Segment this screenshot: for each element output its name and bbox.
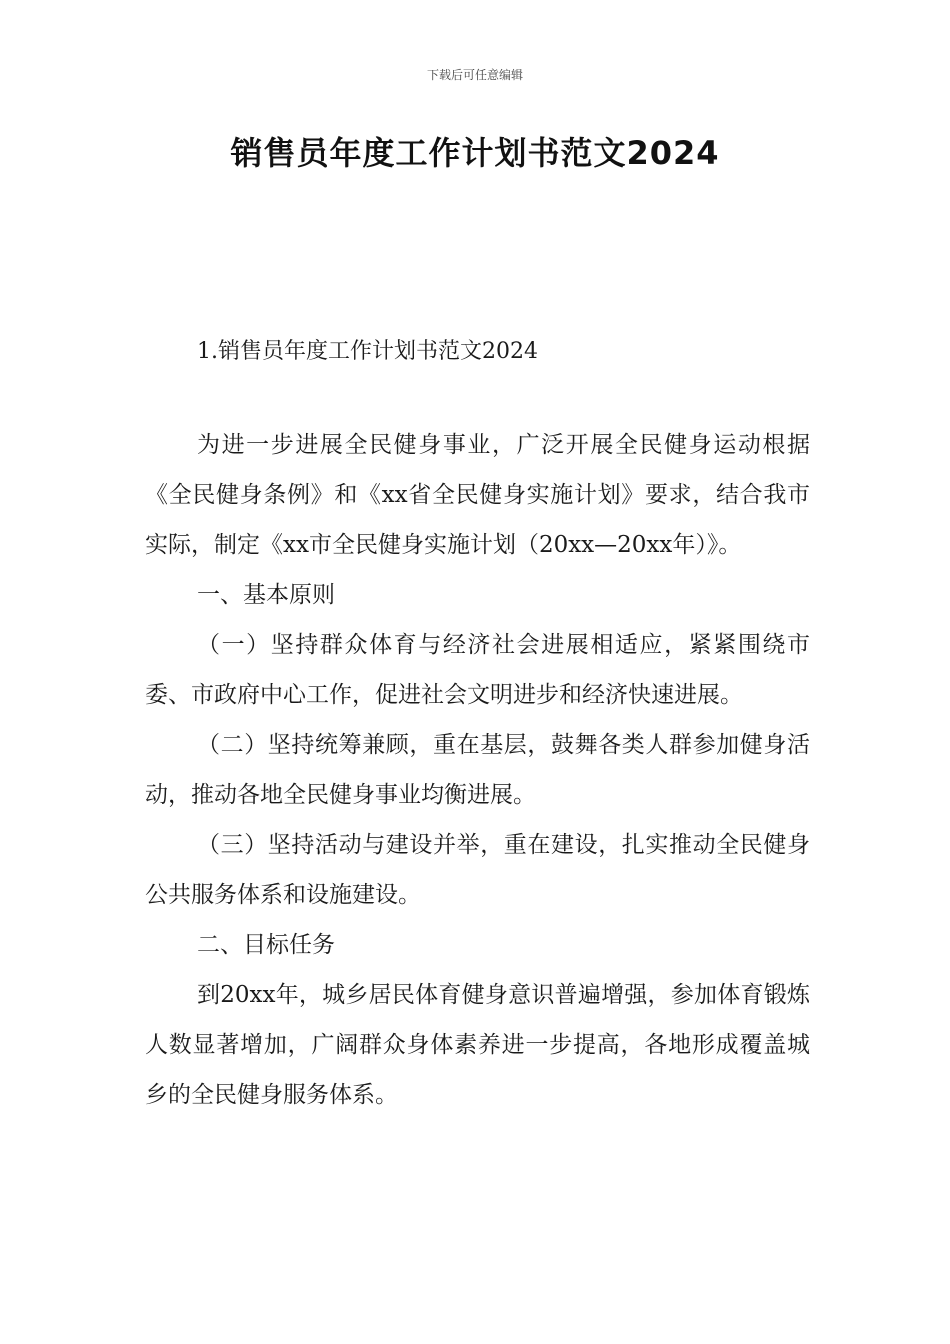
heading-goals-tasks: 二、目标任务 [197,932,335,958]
paragraph-principle-3: （三）坚持活动与建设并举，重在建设，扎实推动全民健身公共服务体系和设施建设。 [145,832,810,908]
document-body [145,420,810,1120]
paragraph-principle-2: （二）坚持统筹兼顾，重在基层，鼓舞各类人群参加健身活动，推动各地全民健身事业均衡进展。 [145,732,810,808]
paragraph-intro: 为进一步进展全民健身事业，广泛开展全民健身运动根据《全民健身条例》和《xx省全民健身实施计划》要求，结合我市实际，制定《xx市全民健身实施计划（20xx—20xx年）》。 [145,432,810,558]
page-title: 销售员年度工作计划书范文2024 [230,134,720,172]
paragraph-goals: 到20xx年，城乡居民体育健身意识普遍增强，参加体育锻炼人数显著增加，广阔群众身体素养进一步提高，各地形成覆盖城乡的全民健身服务体系。 [145,982,810,1108]
header-note: 下载后可任意编辑 [426,68,523,82]
section-heading: 1.销售员年度工作计划书范文2024 [197,339,538,364]
heading-basic-principles: 一、基本原则 [197,582,335,608]
paragraph-principle-1: （一）坚持群众体育与经济社会进展相适应，紧紧围绕市委、市政府中心工作，促进社会文明进步和经济快速进展。 [145,632,810,708]
